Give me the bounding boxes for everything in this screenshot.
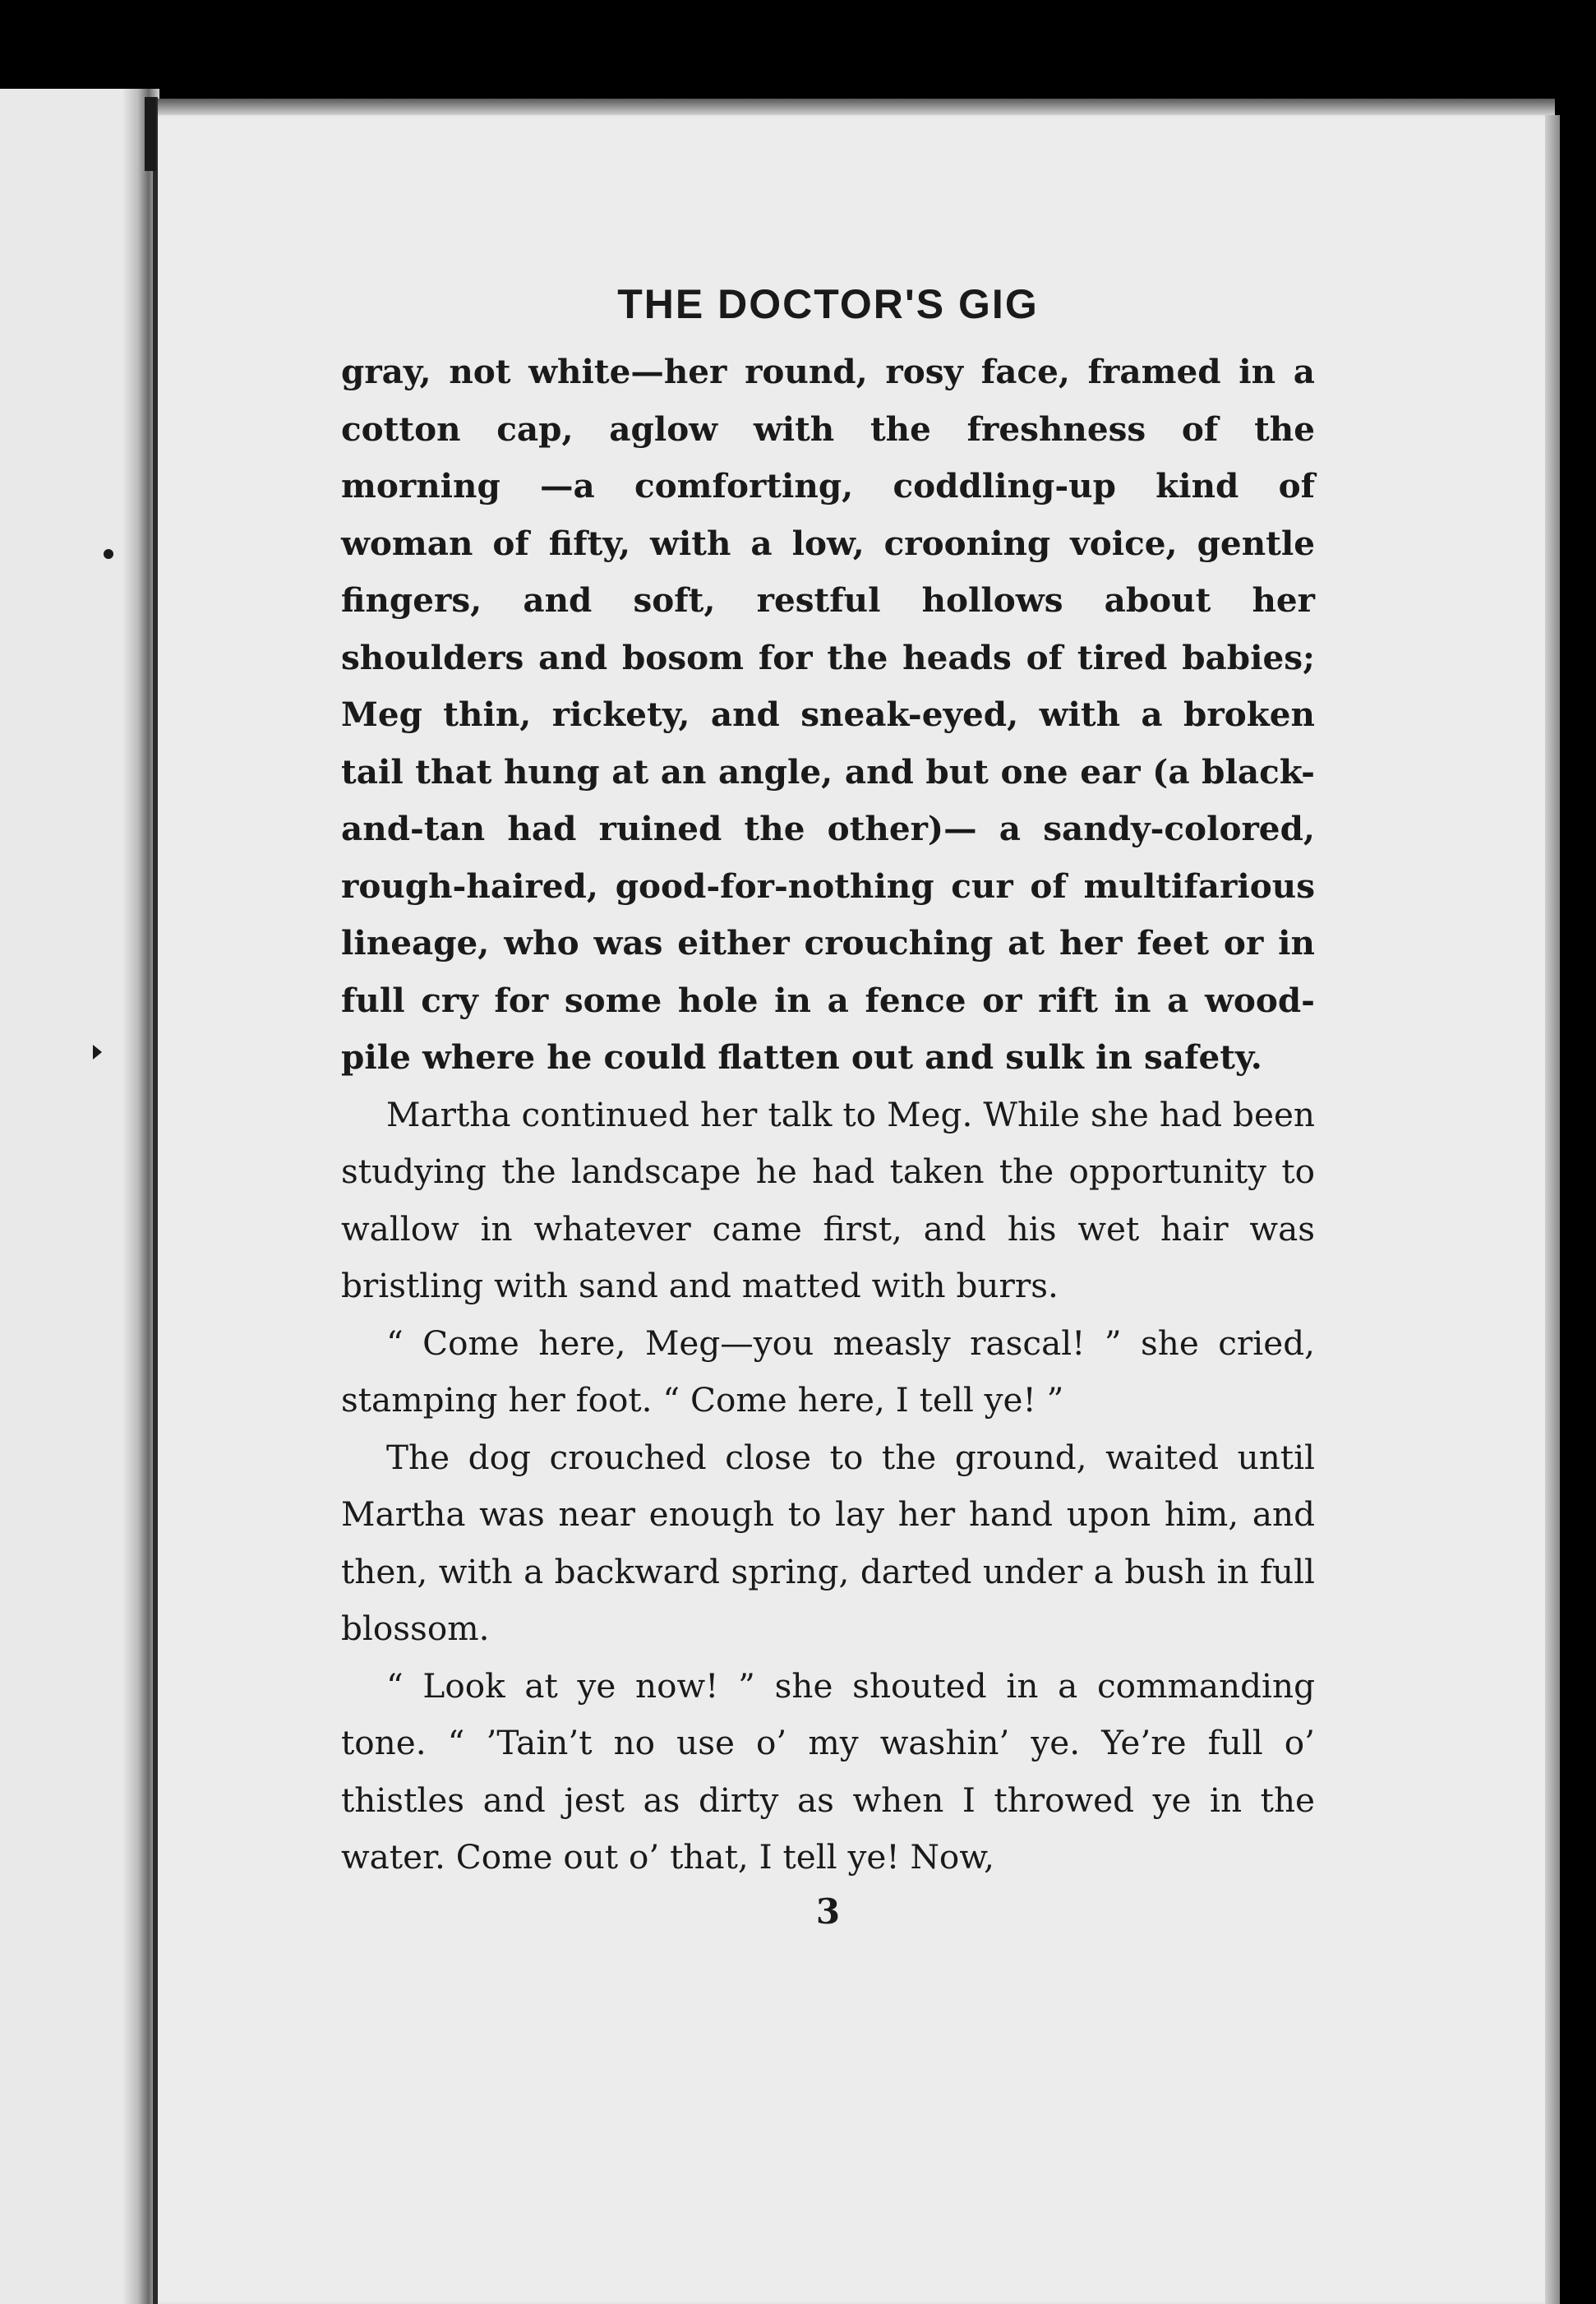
paragraph-2: Martha continued her talk to Meg. While she had been studying the landscape he had taken the opportunity to wallow in whatever came first, and his wet hair was bristling with sand and matted with burrs. xyxy=(341,1094,1315,1305)
page-number: 3 xyxy=(815,1891,841,1932)
margin-triangle-mark xyxy=(93,1045,102,1060)
paragraph-1: gray, not white—her round, rosy face, framed in a cotton cap, aglow with the freshness of the morning —a comforting, coddling-up kind of woman of fifty, with a low, crooning voice, gentle fingers, and soft, restful hollows about her shoulders and bosom for the heads of tired babies; Meg thin, rickety, and sneak-eyed, with a broken tail that hung at an angle, and but one ear (a black-and-tan had ruined the other)— a sandy-colored, rough-haired, good-for-nothing cur of multifarious lineage, who was either crouching at her feet or in full cry for some hole in a fence or rift in a wood-pile where he could flatten out and sulk in safety. xyxy=(341,352,1315,1077)
top-page-shadow xyxy=(158,99,1555,115)
paragraph-5: “ Look at ye now! ” she shouted in a commanding tone. “ ’Tain’t no use o’ my washin’ ye. Ye’re full o’ thistles and jest as dirty as when I throwed ye in the water. Come out o’ that, I tell ye! Now, xyxy=(341,1665,1315,1877)
paragraph-3: “ Come here, Meg—you measly rascal! ” she cried, stamping her foot. “ Come here, I tell ye! ” xyxy=(341,1323,1315,1420)
gutter-line-top xyxy=(145,97,156,171)
margin-dot-mark xyxy=(104,549,113,559)
paragraph-4: The dog crouched close to the ground, waited until Martha was near enough to lay her hand upon him, and then, with a backward spring, darted under a bush in full blossom. xyxy=(341,1437,1315,1648)
running-head: THE DOCTOR'S GIG xyxy=(617,281,1039,327)
right-page-edge xyxy=(1545,115,1560,2304)
text-block xyxy=(341,270,1315,1932)
